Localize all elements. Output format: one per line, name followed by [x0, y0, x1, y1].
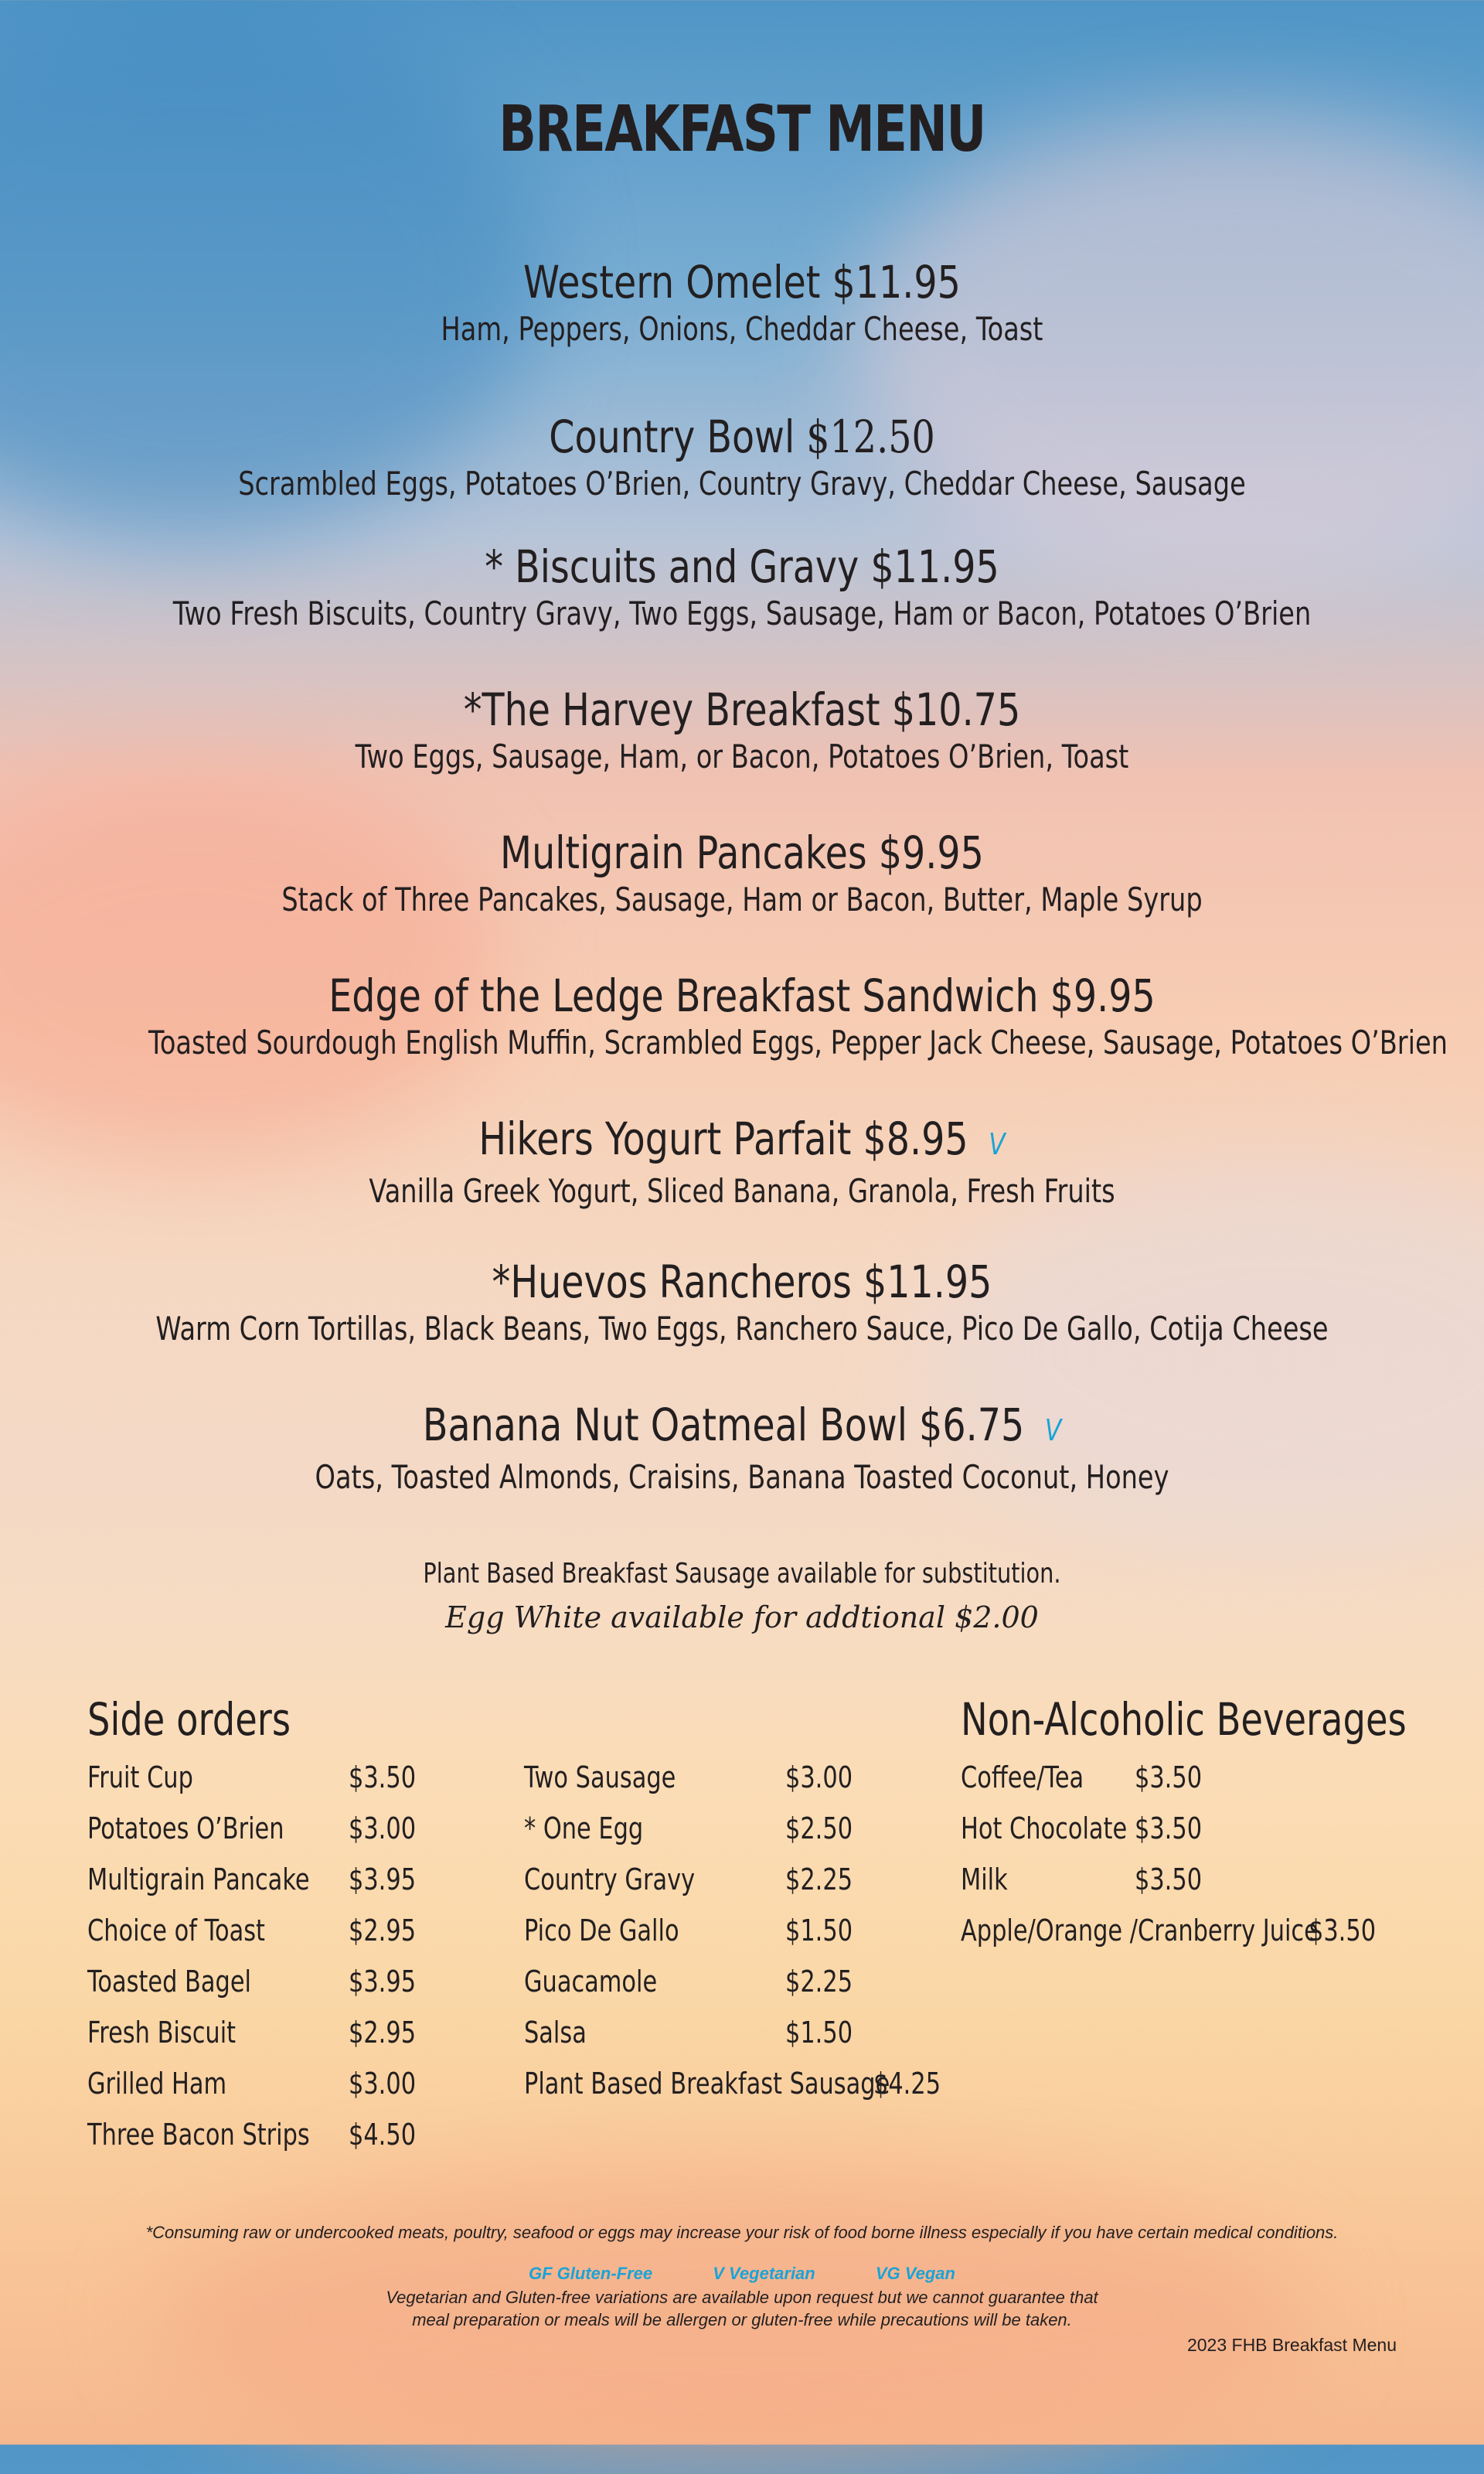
- item-name: Multigrain Pancakes: [500, 826, 867, 879]
- side-item-price: $2.50: [785, 1811, 853, 1845]
- beverage-price: $3.50: [1309, 1913, 1377, 1948]
- side-item-name: * One Egg: [524, 1811, 644, 1845]
- item-price: $10.75: [891, 683, 1021, 736]
- variations-line: Vegetarian and Gluten-free variations are available upon request but we cannot guarantee that: [386, 2288, 1098, 2307]
- beverage-price: $3.50: [1135, 1760, 1203, 1794]
- food-safety-disclaimer: *Consuming raw or undercooked meats, poultry, seafood or eggs may increase your risk of food borne illness especially if you have certain medical conditions.: [145, 2223, 1339, 2242]
- item-price: $6.75: [919, 1399, 1025, 1451]
- side-item-name: Salsa: [524, 2016, 587, 2050]
- beverage-name: Hot Chocolate: [961, 1811, 1128, 1845]
- item-price: $12.50: [806, 411, 935, 463]
- side-item-price: $2.25: [785, 1862, 853, 1896]
- beverage-price: $3.50: [1135, 1811, 1203, 1845]
- item-description: Warm Corn Tortillas, Black Beans, Two Eggs, Ranchero Sauce, Pico De Gallo, Cotija Cheese: [155, 1310, 1329, 1348]
- item-name: Country Bowl: [549, 411, 795, 463]
- side-item-name: Country Gravy: [524, 1862, 696, 1896]
- item-description: Scrambled Eggs, Potatoes O’Brien, Country Gravy, Cheddar Cheese, Sausage: [238, 465, 1246, 503]
- item-title: [134, 1255, 1350, 1309]
- side-item-price: $1.50: [785, 2016, 853, 2050]
- item-title: [134, 683, 1350, 737]
- legend-gluten-free: GF Gluten-Free: [529, 2264, 653, 2283]
- menu-item: [0, 255, 1484, 349]
- item-price: $11.95: [863, 1256, 992, 1308]
- menu-item: [0, 1112, 1484, 1211]
- side-item-price: $4.50: [349, 2118, 417, 2152]
- item-price: $8.95: [863, 1113, 968, 1165]
- vegetarian-mark: V: [1044, 1413, 1062, 1447]
- side-item-name: Choice of Toast: [87, 1913, 265, 1948]
- side-item-name: Plant Based Breakfast Sausage: [524, 2067, 890, 2101]
- menu-item: [0, 410, 1484, 504]
- menu-item: [0, 1398, 1484, 1498]
- variations-line: meal preparation or meals will be allergen or gluten-free while precautions will be taken.: [412, 2310, 1072, 2329]
- item-title: [134, 540, 1350, 594]
- side-item-price: $3.00: [349, 1811, 417, 1845]
- item-price: $9.95: [1050, 969, 1156, 1022]
- item-price: $11.95: [832, 256, 961, 308]
- item-title: [134, 410, 1350, 464]
- item-name: Western Omelet: [523, 256, 821, 308]
- side-item-price: $3.50: [349, 1760, 417, 1794]
- variations-note: [0, 2286, 1484, 2331]
- item-name: * Biscuits and Gravy: [485, 540, 859, 593]
- legend-vegan: VG Vegan: [875, 2264, 955, 2283]
- side-item-name: Toasted Bagel: [87, 1965, 251, 1999]
- side-item-price: $3.95: [349, 1862, 417, 1896]
- side-item-name: Fresh Biscuit: [87, 2016, 237, 2050]
- side-item-name: Guacamole: [524, 1965, 658, 1999]
- vegetarian-mark: V: [989, 1127, 1006, 1161]
- item-name: Banana Nut Oatmeal Bowl: [422, 1399, 907, 1451]
- menu-title: BREAKFAST MENU: [499, 93, 985, 166]
- item-description: Stack of Three Pancakes, Sausage, Ham or Bacon, Butter, Maple Syrup: [281, 881, 1203, 918]
- beverage-name: Apple/Orange /Cranberry Juice: [961, 1913, 1319, 1948]
- item-description: Ham, Peppers, Onions, Cheddar Cheese, Toast: [441, 310, 1043, 348]
- side-item-price: $3.00: [349, 2067, 417, 2101]
- side-orders-heading: Side orders: [87, 1693, 291, 1746]
- item-description: Vanilla Greek Yogurt, Sliced Banana, Granola, Fresh Fruits: [369, 1172, 1115, 1210]
- side-item-price: $1.50: [785, 1913, 853, 1948]
- item-title: [134, 969, 1350, 1023]
- item-description: Toasted Sourdough English Muffin, Scrambled Eggs, Pepper Jack Cheese, Sausage, Potatoes O’Brien: [148, 1024, 1448, 1062]
- side-item-price: $2.95: [349, 1913, 417, 1948]
- side-item-name: Three Bacon Strips: [87, 2118, 310, 2152]
- item-price: $9.95: [878, 826, 984, 879]
- side-item-price: $2.25: [785, 1965, 853, 1999]
- menu-item: [0, 826, 1484, 920]
- item-title: [134, 1112, 1350, 1171]
- beverage-name: Milk: [961, 1862, 1008, 1896]
- menu-item: [0, 683, 1484, 777]
- side-item-price: $4.25: [873, 2067, 941, 2101]
- beverages-heading: Non-Alcoholic Beverages: [961, 1693, 1407, 1746]
- side-item-name: Grilled Ham: [87, 2067, 227, 2101]
- menu-item: [0, 969, 1484, 1063]
- item-title: [134, 1398, 1350, 1457]
- beverage-price: $3.50: [1135, 1862, 1203, 1896]
- menu-item: [0, 540, 1484, 634]
- side-item-name: Two Sausage: [524, 1760, 676, 1794]
- side-item-price: $2.95: [349, 2016, 417, 2050]
- side-item-name: Multigrain Pancake: [87, 1862, 310, 1896]
- side-item-price: $3.95: [349, 1965, 417, 1999]
- item-name: Hikers Yogurt Parfait: [478, 1113, 852, 1165]
- item-description: Oats, Toasted Almonds, Craisins, Banana Toasted Coconut, Honey: [315, 1458, 1169, 1496]
- item-name: *The Harvey Breakfast: [463, 683, 880, 736]
- item-name: Edge of the Ledge Breakfast Sandwich: [328, 969, 1039, 1022]
- item-title: [134, 826, 1350, 880]
- side-item-name: Potatoes O’Brien: [87, 1811, 284, 1845]
- side-item-name: Pico De Gallo: [524, 1913, 679, 1948]
- footer-label: 2023 FHB Breakfast Menu: [1186, 2335, 1397, 2355]
- legend-vegetarian: V Vegetarian: [713, 2264, 815, 2283]
- item-title: [134, 255, 1350, 309]
- item-name: *Huevos Rancheros: [492, 1256, 852, 1308]
- item-description: Two Fresh Biscuits, Country Gravy, Two Eggs, Sausage, Ham or Bacon, Potatoes O’Brien: [172, 595, 1312, 632]
- beverage-name: Coffee/Tea: [961, 1760, 1084, 1794]
- side-item-price: $3.00: [785, 1760, 853, 1794]
- menu-item: [0, 1255, 1484, 1349]
- item-description: Two Eggs, Sausage, Ham, or Bacon, Potatoes O’Brien, Toast: [355, 738, 1129, 775]
- item-price: $11.95: [870, 540, 999, 593]
- side-item-name: Fruit Cup: [87, 1760, 193, 1794]
- sausage-note: Plant Based Breakfast Sausage available for substitution.: [423, 1558, 1061, 1590]
- diet-legend: [0, 2264, 1484, 2284]
- egg-white-note: Egg White available for addtional $2.00: [445, 1600, 1039, 1634]
